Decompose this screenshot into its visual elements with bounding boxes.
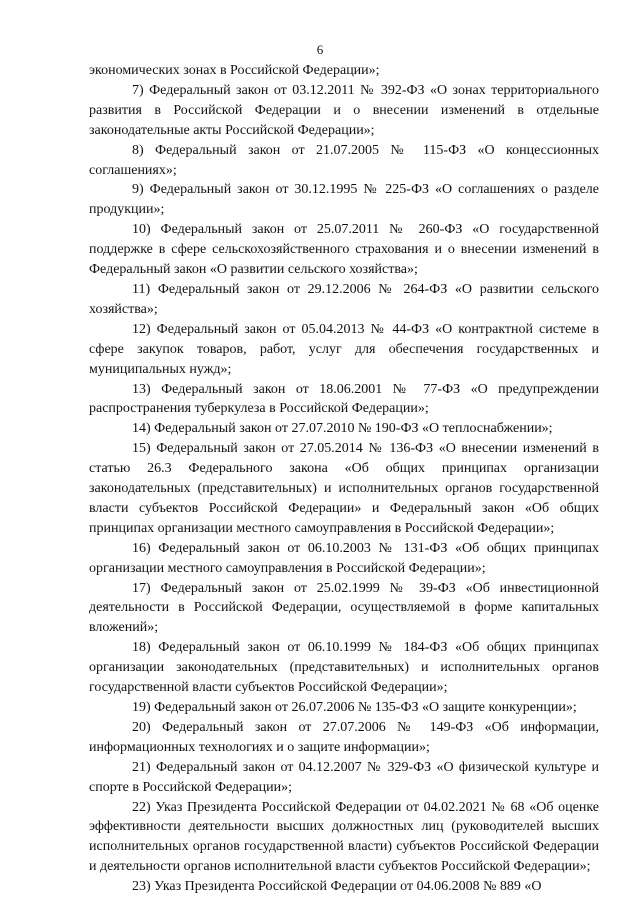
- legal-acts-list: [89, 61, 599, 897]
- list-item-21: 21) Федеральный закон от 04.12.2007 № 329-ФЗ «О физической культуре и спорте в Российской Федерации»;: [89, 759, 599, 795]
- list-item-23: 23) Указ Президента Российской Федерации от 04.06.2008 № 889 «О: [132, 879, 542, 895]
- page-number: 6: [316, 42, 324, 57]
- list-item-9: 9) Федеральный закон от 30.12.1995 № 225-ФЗ «О соглашениях о разделе продукции»;: [89, 182, 599, 218]
- list-item-14: 14) Федеральный закон от 27.07.2010 № 190-ФЗ «О теплоснабжении»;: [132, 421, 553, 437]
- list-item-15: 15) Федеральный закон от 27.05.2014 № 136-ФЗ «О внесении изменений в статью 26.3 Федерального закона «Об общих принципах организации законодательных (представительных) и исполнительных органов государственной власти субъектов Российской Федерации» и Федеральный закон «Об общих принципах организации местного самоуправления в Российской Федерации»;: [89, 441, 599, 536]
- list-item-17: 17) Федеральный закон от 25.02.1999 № 39-ФЗ «Об инвестиционной деятельности в Российской Федерации, осуществляемой в форме капитальных вложений»;: [89, 580, 599, 636]
- list-item-8: 8) Федеральный закон от 21.07.2005 № 115-ФЗ «О концессионных соглашениях»;: [89, 142, 599, 178]
- list-item-12: 12) Федеральный закон от 05.04.2013 № 44-ФЗ «О контрактной системе в сфере закупок товаров, работ, услуг для обеспечения государственных и муниципальных нужд»;: [89, 321, 599, 377]
- list-item-10: 10) Федеральный закон от 25.07.2011 № 260-ФЗ «О государственной поддержке в сфере сельскохозяйственного страхования и о внесении изменений в Федеральный закон «О развитии сельского хозяйства»;: [89, 222, 599, 278]
- list-item-7: 7) Федеральный закон от 03.12.2011 № 392-ФЗ «О зонах территориального развития в Российской Федерации и о внесении изменений в отдельные законодательные акты Российской Федерации»;: [89, 82, 599, 138]
- list-item-18: 18) Федеральный закон от 06.10.1999 № 184-ФЗ «Об общих принципах организации законодательных (представительных) и исполнительных органов государственной власти субъектов Российской Федерации»;: [89, 640, 599, 696]
- list-item-20: 20) Федеральный закон от 27.07.2006 № 149-ФЗ «Об информации, информационных технологиях и о защите информации»;: [89, 719, 599, 755]
- list-item-continuation: экономических зонах в Российской Федерации»;: [89, 63, 380, 78]
- list-item-16: 16) Федеральный закон от 06.10.2003 № 131-ФЗ «Об общих принципах организации местного самоуправления в Российской Федерации»;: [89, 540, 599, 576]
- list-item-11: 11) Федеральный закон от 29.12.2006 № 264-ФЗ «О развитии сельского хозяйства»;: [89, 281, 599, 317]
- list-item-13: 13) Федеральный закон от 18.06.2001 № 77-ФЗ «О предупреждении распространения туберкулеза в Российской Федерации»;: [89, 381, 599, 417]
- list-item-22: 22) Указ Президента Российской Федерации от 04.02.2021 № 68 «Об оценке эффективности деятельности высших должностных лиц (руководителей высших исполнительных органов государственной власти) субъектов Российской Федерации и деятельности органов исполнительной власти субъектов Российской Федерации»;: [89, 799, 599, 875]
- list-item-19: 19) Федеральный закон от 26.07.2006 № 135-ФЗ «О защите конкуренции»;: [132, 700, 577, 715]
